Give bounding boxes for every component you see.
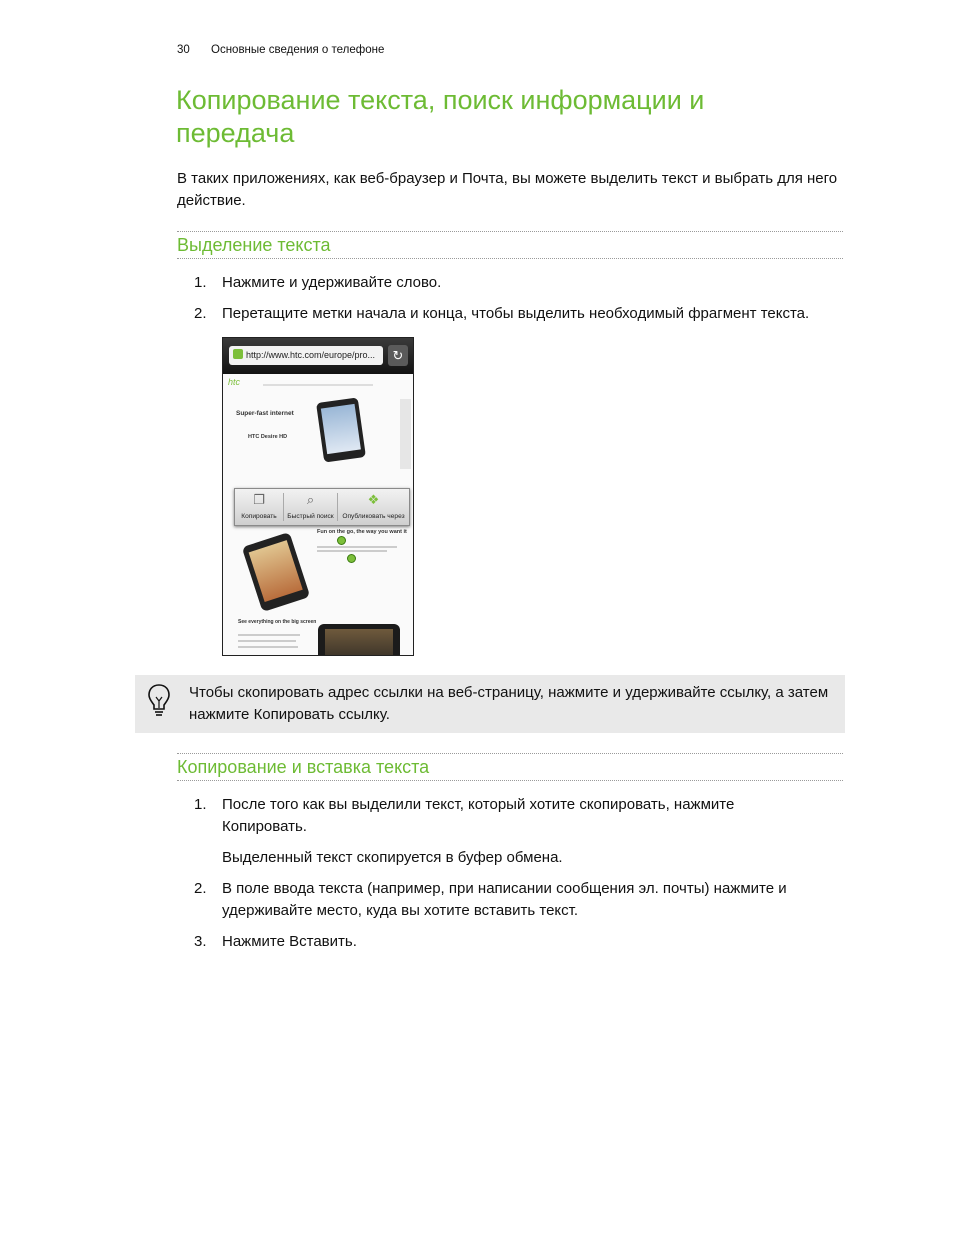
phone-landscape-image — [318, 624, 400, 656]
step-note: Выделенный текст скопируется в буфер обмена. — [222, 849, 563, 866]
step-text: После того как вы выделили текст, который хотите скопировать, нажмите Копировать. — [222, 796, 735, 835]
step-number: 2. — [194, 305, 207, 322]
share-label: Опубликовать через — [342, 513, 405, 520]
step-number: 3. — [194, 933, 207, 950]
refresh-icon: ↻ — [388, 345, 408, 366]
copy-icon: ❐ — [253, 492, 265, 507]
highlight-heading: Fun on the go, the way you want it — [317, 529, 407, 535]
text-action-menu — [234, 488, 410, 526]
step-item — [194, 303, 844, 325]
bottom-heading: See everything on the big screen — [238, 619, 317, 625]
section-title-copy-paste: Копирование и вставка текста — [177, 757, 430, 777]
text-line — [238, 634, 300, 636]
section-divider-bottom — [177, 780, 843, 781]
page-number: 30 — [177, 44, 190, 56]
step-text: Перетащите метки начала и конца, чтобы выделить необходимый фрагмент текста. — [222, 305, 810, 322]
selection-end-handle — [347, 554, 356, 563]
step-item — [194, 878, 824, 922]
favicon-icon — [233, 349, 243, 359]
web-page — [223, 374, 413, 655]
hero-title: Super-fast internet — [236, 410, 294, 417]
text-line — [317, 550, 387, 552]
section-divider-bottom — [177, 258, 843, 259]
text-line — [317, 546, 397, 548]
step-text: Нажмите Вставить. — [222, 933, 357, 950]
step-item — [194, 931, 794, 953]
step-item — [194, 272, 844, 294]
magnifier-icon: ⌕ — [306, 492, 315, 507]
share-icon: ❖ — [367, 492, 380, 507]
step-number: 2. — [194, 880, 207, 897]
text-line — [238, 646, 298, 648]
selection-start-handle — [337, 536, 346, 545]
section-divider-top — [177, 753, 843, 754]
quick-search-button — [284, 489, 337, 525]
header-section: Основные сведения о телефоне — [211, 44, 385, 56]
copy-label: Копировать — [241, 513, 277, 520]
step-number: 1. — [194, 274, 207, 291]
step-text: В поле ввода текста (например, при написании сообщения эл. почты) нажмите и удерживайте место, куда вы хотите вставить текст. — [222, 880, 787, 919]
browser-toolbar — [223, 338, 413, 374]
tip-text: Чтобы скопировать адрес ссылки на веб-страницу, нажмите и удерживайте ссылку, а затем нажмите Копировать ссылку. — [189, 684, 829, 723]
phone-image — [242, 532, 311, 612]
site-nav — [263, 384, 373, 386]
step-item — [194, 794, 766, 838]
text-line — [238, 640, 296, 642]
step-text: Нажмите и удерживайте слово. — [222, 274, 442, 291]
htc-logo: htc — [228, 377, 241, 387]
section-divider-top — [177, 231, 843, 232]
quick-search-label: Быстрый поиск — [287, 513, 334, 520]
page-header — [177, 44, 384, 56]
url-field — [229, 346, 383, 365]
product-name: HTC Desire HD — [248, 434, 288, 440]
tip-box — [135, 675, 845, 733]
intro-paragraph: В таких приложениях, как веб-браузер и Почта, вы можете выделить текст и выбрать для него действие. — [177, 170, 838, 209]
phone-image — [316, 397, 366, 462]
page-title: Копирование текста, поиск информации и передача — [176, 85, 705, 148]
phone-screenshot — [222, 337, 414, 656]
lightbulb-icon — [147, 683, 171, 719]
url-text: http://www.htc.com/europe/pro... — [246, 350, 376, 360]
share-button — [338, 489, 409, 525]
section-title-select-text: Выделение текста — [177, 235, 331, 255]
step-number: 1. — [194, 796, 207, 813]
side-thumbnails — [400, 399, 411, 469]
copy-button — [235, 489, 283, 525]
